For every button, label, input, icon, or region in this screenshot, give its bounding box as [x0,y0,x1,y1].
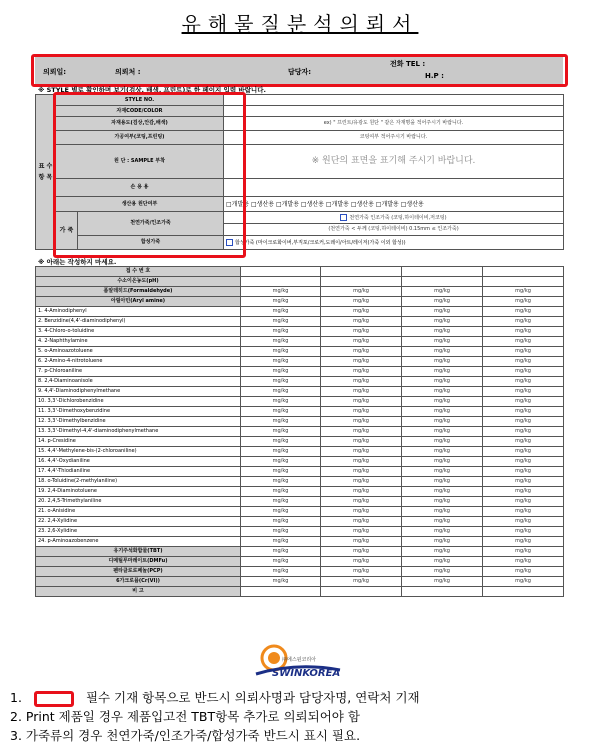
result-cell: mg/kg [483,567,564,577]
notice-mid: ※ 아래는 작성하지 마세요. [38,258,117,266]
result-cell [321,277,402,287]
result-cell: mg/kg [321,407,402,417]
sample-attach-area[interactable]: ※ 원단의 표면을 표기해 주시기 바랍니다. [224,145,564,179]
table-row [36,517,564,527]
result-cell: mg/kg [241,327,321,337]
result-cell: mg/kg [402,447,483,457]
result-cell: mg/kg [241,457,321,467]
result-cell: mg/kg [483,527,564,537]
logo-brand-name: SWINKOREA [272,668,341,679]
required-outline-info [53,92,246,258]
result-cell: mg/kg [402,307,483,317]
side-label-leather: 가 죽 [56,212,78,250]
result-cell: mg/kg [402,357,483,367]
analysis-item-label: 수소이온농도(pH) [36,277,241,287]
result-cell: mg/kg [483,447,564,457]
row-label: 자재용도(검상,안감,배색) [56,117,224,131]
table-row [36,537,564,547]
result-cell: mg/kg [402,437,483,447]
result-cell: mg/kg [321,317,402,327]
result-cell: mg/kg [402,327,483,337]
result-cell: mg/kg [241,547,321,557]
result-cell: mg/kg [483,327,564,337]
table-row [36,457,564,467]
analysis-item-label: 8. 2,4-Diaminoanisole [36,377,241,387]
result-cell: mg/kg [402,577,483,587]
result-cell: mg/kg [241,307,321,317]
result-cell [483,267,564,277]
result-cell: mg/kg [241,377,321,387]
footer-note-3: 3. 가죽류의 경우 천연가죽/인조가죽/합성가죽 반드시 표시 필요. [10,728,361,743]
result-cell: mg/kg [321,577,402,587]
result-cell: mg/kg [321,327,402,337]
analysis-item-label: 17. 4,4'-Thiodianiline [36,467,241,477]
table-row [36,437,564,447]
row-label: 가공여부(코팅,프린팅) [56,131,224,145]
table-row [36,507,564,517]
tel-label: 전화 TEL : [390,60,426,68]
result-cell: mg/kg [483,427,564,437]
result-cell: mg/kg [483,357,564,367]
table-row [36,417,564,427]
analysis-item-label: 13. 3,3'-Dimethyl-4,4'-diaminodiphenylmethane [36,427,241,437]
table-row [36,277,564,287]
result-cell [402,277,483,287]
analysis-item-label: 15. 4,4'-Methylene-bis-(2-chloroaniline) [36,447,241,457]
result-cell: mg/kg [483,377,564,387]
table-row [36,347,564,357]
analysis-item-label: 5. o-Aminoazotoluene [36,347,241,357]
analysis-item-label: 11. 3,3'-Dimethoxybenzidine [36,407,241,417]
result-cell: mg/kg [321,337,402,347]
result-cell: mg/kg [402,527,483,537]
result-cell: mg/kg [402,467,483,477]
result-cell: mg/kg [321,287,402,297]
result-cell: mg/kg [321,397,402,407]
synthetic-leather-text: 합성가죽 (마이크로화이버,부직포/크로커,도레이/아트/레이저(가죽 이외 합성)) [235,239,406,246]
production-checkboxes[interactable]: □개발용 □생산용 □개발용 □생산용 □개발용 □생산용 □개발용 □생산용 [224,197,564,212]
table-row [36,467,564,477]
analysis-item-label: 접 수 번 호 [36,267,241,277]
result-cell: mg/kg [483,317,564,327]
result-cell [241,267,321,277]
table-row [36,397,564,407]
result-cell: mg/kg [321,507,402,517]
result-cell: mg/kg [483,487,564,497]
result-cell: mg/kg [241,357,321,367]
table-row [36,557,564,567]
table-row [36,587,564,597]
result-cell: mg/kg [402,377,483,387]
analysis-table [35,266,564,597]
result-cell: mg/kg [402,487,483,497]
result-cell: mg/kg [321,347,402,357]
result-cell: mg/kg [241,317,321,327]
result-cell: mg/kg [483,537,564,547]
table-row [36,497,564,507]
result-cell: mg/kg [241,427,321,437]
result-cell: mg/kg [402,417,483,427]
table-row [36,577,564,587]
result-cell: mg/kg [483,307,564,317]
analysis-item-label: 19. 2,4-Diaminotoluene [36,487,241,497]
result-cell: mg/kg [321,497,402,507]
result-cell: mg/kg [241,367,321,377]
result-cell: mg/kg [241,417,321,427]
table-row [36,267,564,277]
analysis-item-label: 10. 3,3'-Dichlorobenzidine [36,397,241,407]
result-cell: mg/kg [241,507,321,517]
result-cell: mg/kg [321,457,402,467]
table-row [36,527,564,537]
result-cell: mg/kg [321,417,402,427]
leather-type-note: (천연가죽 < 두께 (코팅,하이테이비) 0.15mm ≤ 인조가죽) [224,224,564,236]
result-cell: mg/kg [241,297,321,307]
result-cell: mg/kg [483,387,564,397]
result-cell: mg/kg [483,347,564,357]
table-row [36,547,564,557]
result-cell: mg/kg [483,397,564,407]
analysis-item-label: 3. 4-Chloro-o-toluidine [36,327,241,337]
result-cell: mg/kg [483,287,564,297]
table-row [36,407,564,417]
row-label: 자재CODE/COLOR [56,106,224,117]
required-legend-box [34,691,74,707]
table-row [36,357,564,367]
result-cell: mg/kg [402,317,483,327]
result-cell: mg/kg [241,387,321,397]
table-row [36,307,564,317]
result-cell: mg/kg [241,517,321,527]
analysis-item-label: 9. 4,4'-Diaminodiphenylmethane [36,387,241,397]
analysis-item-label: 6가크로뮴(Cr(VI)) [36,577,241,587]
result-cell [402,267,483,277]
table-row [36,287,564,297]
result-cell: mg/kg [402,337,483,347]
result-cell: mg/kg [241,407,321,417]
row-label: 천연가죽/인조가죽 [78,212,224,236]
result-cell: mg/kg [241,397,321,407]
result-cell: mg/kg [402,517,483,527]
result-cell: mg/kg [321,387,402,397]
result-cell: mg/kg [402,477,483,487]
result-cell: mg/kg [241,567,321,577]
result-cell: mg/kg [483,547,564,557]
result-cell: mg/kg [241,487,321,497]
result-cell: mg/kg [321,537,402,547]
result-cell: mg/kg [402,427,483,437]
result-cell: mg/kg [321,467,402,477]
analysis-item-label: 18. o-Toluidine(2-methylaniline) [36,477,241,487]
result-cell [321,587,402,597]
table-row [36,337,564,347]
side-label-required: 표 수 항 목 [36,95,56,250]
result-cell: mg/kg [241,577,321,587]
material-use-field[interactable]: ex) " 프린트/유광도 원단 " 같은 자재명을 적어주시기 바랍니다. [224,117,564,131]
hp-label: H.P : [425,72,444,80]
result-cell: mg/kg [402,497,483,507]
footer-notes [10,688,420,745]
result-cell: mg/kg [321,437,402,447]
footer-note-1-text: 필수 기재 항목으로 반드시 의뢰사명과 담당자명, 연락처 기재 [85,690,420,705]
checkbox-icon[interactable] [340,214,347,221]
result-cell: mg/kg [321,527,402,537]
table-row [36,477,564,487]
analysis-item-label: 유기주석화합물(TBT) [36,547,241,557]
manager-label: 담당자: [288,68,312,76]
result-cell: mg/kg [402,407,483,417]
synthetic-leather-checkbox[interactable] [224,236,564,250]
row-label: 원 단 : SAMPLE 부착 [56,145,224,179]
result-cell: mg/kg [402,567,483,577]
analysis-item-label: 7. p-Chloroaniline [36,367,241,377]
result-cell: mg/kg [241,467,321,477]
table-row [36,317,564,327]
result-cell: mg/kg [483,367,564,377]
result-cell [241,587,321,597]
notice-top: ※ STYLE 별로 확인하며 보기(검상, 배색, 프린트)로 한 페이지 입력 바랍니다. [38,86,266,94]
result-cell: mg/kg [321,427,402,437]
analysis-item-label: 1. 4-Aminodiphenyl [36,307,241,317]
analysis-item-label: 24. p-Aminoazobenzene [36,537,241,547]
result-cell: mg/kg [402,547,483,557]
result-cell [483,277,564,287]
result-cell: mg/kg [241,437,321,447]
table-row [36,377,564,387]
table-row [36,387,564,397]
result-cell: mg/kg [402,287,483,297]
result-cell: mg/kg [321,567,402,577]
table-row [36,367,564,377]
analysis-item-label: 6. 2-Amino-4-nitrotoluene [36,357,241,367]
analysis-item-label: 20. 2,4,5-Trimethylaniline [36,497,241,507]
result-cell: mg/kg [483,497,564,507]
result-cell [241,277,321,287]
result-cell: mg/kg [241,527,321,537]
analysis-item-label: 디메틸푸마레이트(DMFu) [36,557,241,567]
result-cell: mg/kg [321,447,402,457]
result-cell: mg/kg [241,477,321,487]
result-cell: mg/kg [402,367,483,377]
result-cell: mg/kg [483,477,564,487]
analysis-item-label: 21. o-Anisidine [36,507,241,517]
result-cell: mg/kg [483,417,564,427]
result-cell: mg/kg [321,557,402,567]
result-cell: mg/kg [483,457,564,467]
result-cell [483,587,564,597]
result-cell: mg/kg [483,507,564,517]
result-cell: mg/kg [241,537,321,547]
leather-type-checkboxes[interactable] [224,212,564,224]
row-label: 합성가죽 [78,236,224,250]
result-cell [402,587,483,597]
result-cell: mg/kg [483,337,564,347]
result-cell: mg/kg [241,447,321,457]
result-cell: mg/kg [402,297,483,307]
result-cell: mg/kg [402,397,483,407]
analysis-item-label: 4. 2-Naphthylamine [36,337,241,347]
result-cell: mg/kg [402,387,483,397]
result-cell: mg/kg [483,407,564,417]
row-label: 생산용 원단여부 [56,197,224,212]
result-cell: mg/kg [402,507,483,517]
result-cell: mg/kg [483,557,564,567]
result-cell: mg/kg [321,357,402,367]
result-cell: mg/kg [321,547,402,557]
analysis-item-label: 아릴아민(Aryl amine) [36,297,241,307]
leather-type-text: 천연가죽 인조가죽 (코팅,하이테이비,저코팅) [349,214,447,221]
table-row [36,487,564,497]
result-cell: mg/kg [483,517,564,527]
table-row [36,327,564,337]
result-cell: mg/kg [483,467,564,477]
processing-field[interactable]: 코팅여부 적어주시기 바랍니다. [224,131,564,145]
analysis-item-label: 14. p-Cresidine [36,437,241,447]
request-date-label: 의뢰일: [43,68,67,76]
required-outline-header [31,54,568,87]
result-cell [321,267,402,277]
table-row [36,427,564,437]
result-cell: mg/kg [483,577,564,587]
analysis-item-label: 비 고 [36,587,241,597]
analysis-item-label: 22. 2,4-Xylidine [36,517,241,527]
footer-note-1-number: 1. [10,690,22,705]
result-cell: mg/kg [483,437,564,447]
logo-korean-name: ㈜에스윈코리아 [282,657,316,663]
usage-field[interactable] [224,179,564,197]
table-row [36,567,564,577]
client-label: 의뢰처 : [115,68,141,76]
result-cell: mg/kg [402,537,483,547]
row-label: STYLE NO. [56,95,224,106]
material-code-field[interactable] [224,106,564,117]
table-row [36,447,564,457]
result-cell: mg/kg [241,287,321,297]
result-cell: mg/kg [402,347,483,357]
footer-note-2: 2. Print 제품일 경우 제품입고전 TBT항목 추가로 의뢰되어야 함 [10,709,360,724]
result-cell: mg/kg [241,347,321,357]
result-cell: mg/kg [321,307,402,317]
style-no-field[interactable] [224,95,564,106]
analysis-item-label: 23. 2,6-Xylidine [36,527,241,537]
result-cell: mg/kg [241,337,321,347]
result-cell: mg/kg [321,517,402,527]
result-cell: mg/kg [321,377,402,387]
analysis-item-label: 2. Benzidine(4,4'-diaminodiphenyl) [36,317,241,327]
result-cell: mg/kg [321,477,402,487]
table-row [36,297,564,307]
analysis-item-label: 16. 4,4'-Oxydianiline [36,457,241,467]
result-cell: mg/kg [321,367,402,377]
document-title: 유해물질분석의뢰서 [181,12,419,36]
result-cell: mg/kg [321,487,402,497]
result-cell: mg/kg [402,457,483,467]
analysis-item-label: 폼알데히드(Formaldehyde) [36,287,241,297]
result-cell: mg/kg [483,297,564,307]
result-cell: mg/kg [402,557,483,567]
result-cell: mg/kg [241,497,321,507]
result-cell: mg/kg [241,557,321,567]
result-cell: mg/kg [321,297,402,307]
footer-note-1 [10,688,420,707]
row-label: 손 용 용 [56,179,224,197]
analysis-item-label: 펜타클로로페놀(PCP) [36,567,241,577]
analysis-item-label: 12. 3,3'-Dimethylbenzidine [36,417,241,427]
